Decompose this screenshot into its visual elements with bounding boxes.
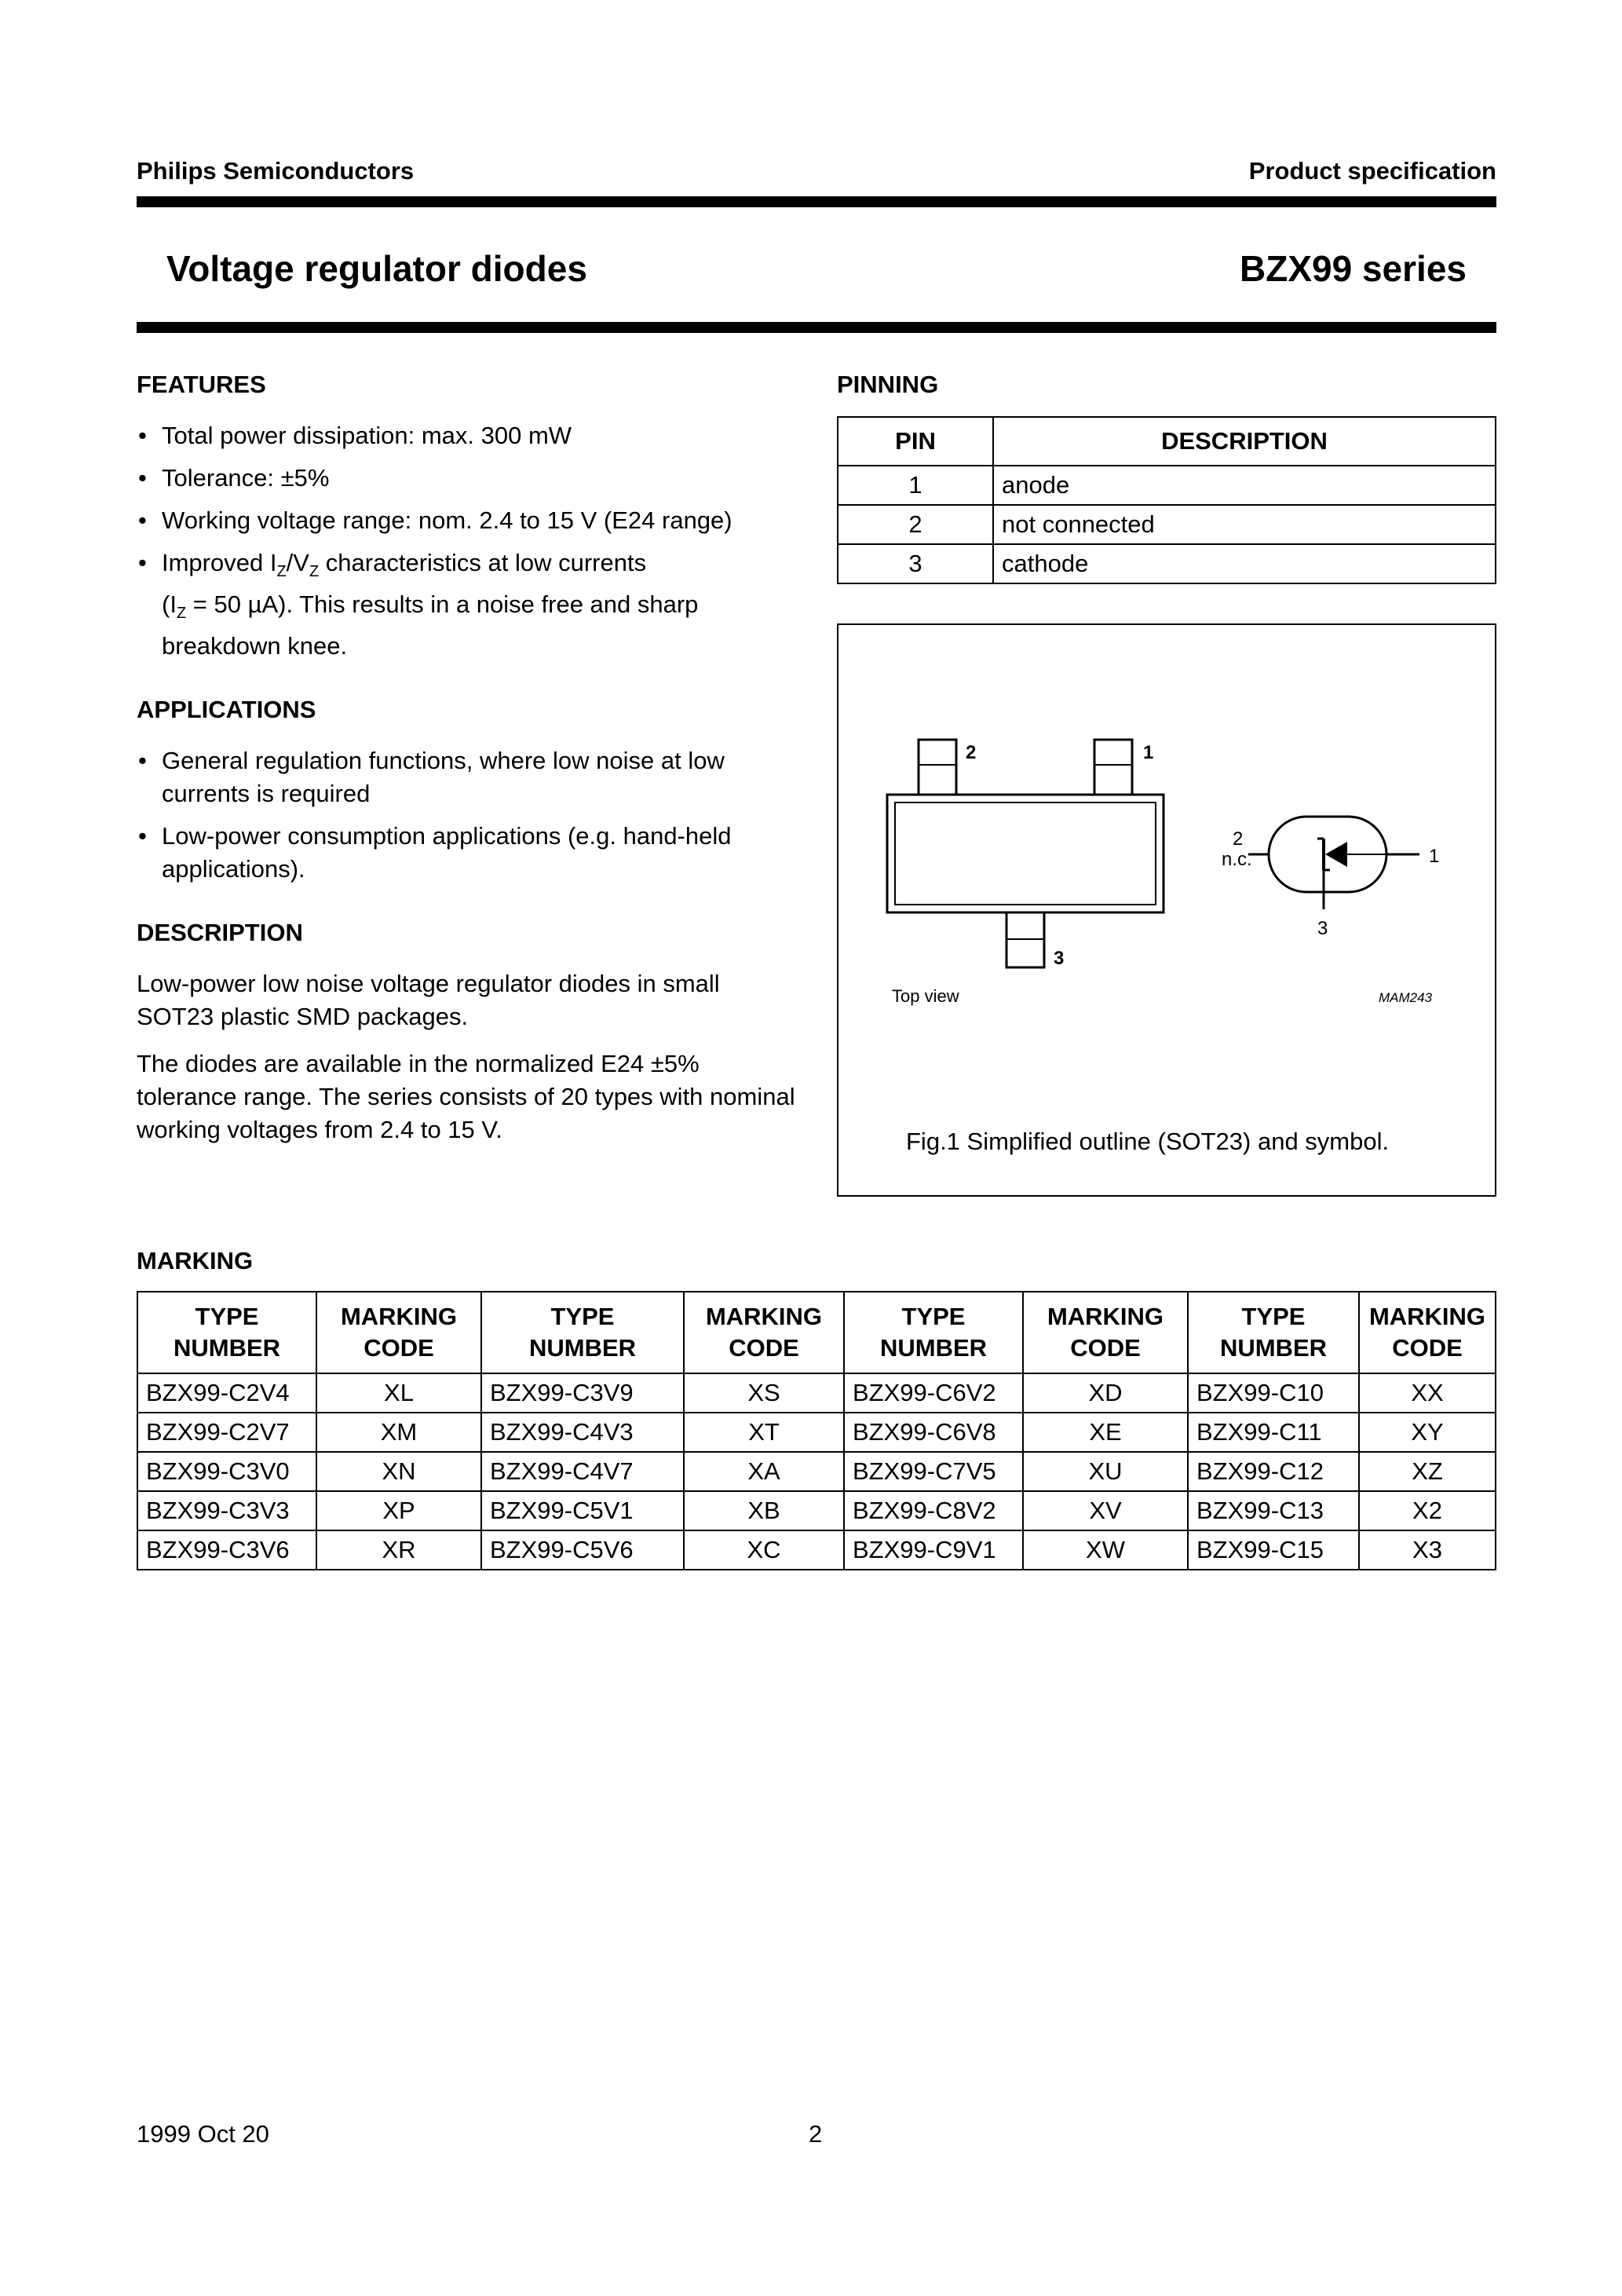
table-row: BZX99-C3V0 XN BZX99-C4V7 XA BZX99-C7V5 XU BZX99-C12 XZ (137, 1452, 1496, 1491)
figure-code: MAM243 (1379, 990, 1433, 1005)
description-heading: DESCRIPTION (137, 919, 303, 947)
pinning-header-description: DESCRIPTION (993, 417, 1496, 466)
top-view-label: Top view (892, 986, 959, 1006)
pin-label-2: 2 (966, 742, 977, 763)
features-heading: FEATURES (137, 371, 266, 398)
applications-heading: APPLICATIONS (137, 696, 316, 724)
table-row: 3 cathode (838, 544, 1496, 583)
sot23-figure (838, 625, 1495, 1195)
description-body (137, 967, 796, 1146)
footer-date: 1999 Oct 20 (137, 2120, 269, 2148)
marking-header-row: TYPE NUMBER MARKING CODE TYPE NUMBER MARKING CODE TYPE NUMBER MARKING CODE TYPE NUMBER MARKING CODE (137, 1292, 1496, 1373)
pinning-table (837, 416, 1496, 584)
package-body-inner (895, 803, 1156, 905)
list-item: • Improved $I_Z/V_Z$ characteristics at low currents ($I_Z = 50$ µA). This results in a noise free and sharp breakdown knee. (137, 547, 796, 663)
marking-heading: MARKING (137, 1247, 254, 1274)
series-title: BZX99 series (1240, 248, 1467, 289)
header-company: Philips Semiconductors (137, 157, 415, 185)
table-row: BZX99-C3V3 XP BZX99-C5V1 XB BZX99-C8V2 XV BZX99-C13 X2 (137, 1491, 1496, 1530)
pinning-heading: PINNING (837, 371, 939, 398)
table-row: BZX99-C3V6 XR BZX99-C5V6 XC BZX99-C9V1 XW BZX99-C15 X3 (137, 1530, 1496, 1570)
list-item: • Tolerance: ±5% (137, 462, 796, 495)
header-rule (137, 196, 1496, 207)
symbol-nc: n.c. (1222, 849, 1252, 870)
marking-table (137, 1291, 1496, 1570)
table-row: BZX99-C2V4 XL BZX99-C3V9 XS BZX99-C6V2 XD BZX99-C10 XX (137, 1373, 1496, 1413)
symbol-pin-1: 1 (1429, 846, 1440, 867)
list-item: • Total power dissipation: max. 300 mW (137, 419, 796, 452)
package-pin-2 (919, 740, 956, 795)
description-paragraph: Low-power low noise voltage regulator diodes in small SOT23 plastic SMD packages. (137, 970, 720, 1031)
table-row: BZX99-C2V7 XM BZX99-C4V3 XT BZX99-C6V8 XE BZX99-C11 XY (137, 1413, 1496, 1452)
title-rule (137, 322, 1496, 333)
pinning-header-pin: PIN (838, 417, 993, 466)
page-title: Voltage regulator diodes (166, 248, 587, 289)
figure-box (837, 623, 1496, 1197)
table-row: 2 not connected (838, 505, 1496, 544)
applications-list (137, 744, 796, 886)
footer-page-number: 2 (809, 2120, 823, 2148)
left-column (137, 371, 796, 1161)
pin-label-3: 3 (1054, 948, 1065, 969)
figure-caption: Fig.1 Simplified outline (SOT23) and symbol. (906, 1128, 1390, 1155)
symbol-pin-3: 3 (1317, 918, 1328, 939)
table-row: 1 anode (838, 466, 1496, 505)
description-paragraph: The diodes are available in the normalized E24 ±5% tolerance range. The series consists of 20 types with nominal working voltages from 2.4 to 15 V. (137, 1050, 795, 1144)
features-list (137, 419, 796, 663)
list-item: • Working voltage range: nom. 2.4 to 15 V (E24 range) (137, 504, 796, 537)
list-item: • Low-power consumption applications (e.g. hand-held applications). (137, 820, 796, 886)
package-body-outer (887, 795, 1164, 912)
header-doc-type: Product specification (1248, 157, 1496, 185)
pin-label-1: 1 (1143, 742, 1154, 763)
list-item: • General regulation functions, where low noise at low currents is required (137, 744, 796, 810)
symbol-pin-2: 2 (1233, 828, 1244, 850)
diode-arrow-icon (1325, 842, 1347, 867)
package-pin-1 (1094, 740, 1132, 795)
